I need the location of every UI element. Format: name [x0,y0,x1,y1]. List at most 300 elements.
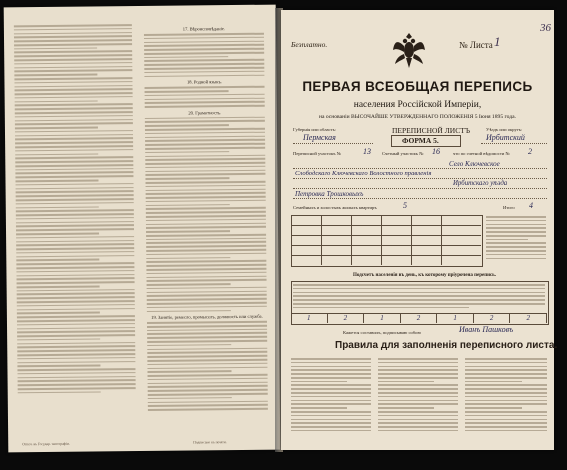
text-line [378,392,458,394]
text-line [14,32,132,35]
text-line [291,358,371,360]
text-line [14,51,132,54]
sheet-number-handwritten: 1 [494,34,501,49]
text-line [291,415,371,417]
imperial-eagle-icon [392,30,426,72]
text-line [291,392,371,394]
text-line [16,247,134,250]
text-line [17,357,135,360]
text-line [148,408,268,411]
text-line [17,277,135,280]
totals-cell: 1 [291,314,328,323]
text-line [145,166,265,169]
text-line [15,127,98,129]
text-line [17,334,135,337]
text-line [15,103,133,106]
text-line [148,389,268,392]
text-line [145,132,265,135]
grid-rule-4 [291,255,481,256]
left-text-column-1 [14,24,136,432]
text-line [147,310,231,312]
summary-hand: 5 [403,201,407,210]
text-line [147,340,267,343]
text-line [465,377,547,379]
text-line [486,250,546,252]
form-name: ФОРМА 5. [402,136,439,145]
text-line [144,56,228,58]
text-line [378,381,434,383]
text-line [14,81,132,84]
text-line [14,85,132,88]
address-row-1: Село Ключевское [449,160,500,168]
totals-cell: 2 [328,314,365,323]
text-line [17,289,135,292]
text-line [16,262,134,265]
grid-rule-1 [291,225,481,226]
text-line [146,184,266,187]
text-line [148,397,232,399]
text-line [16,251,134,254]
text-line [144,44,264,47]
text-line [291,366,371,368]
text-line [147,332,267,335]
totals-cell: 2 [474,314,511,323]
text-line [147,294,267,297]
text-line [16,274,134,277]
text-line [145,101,265,104]
text-line [147,298,267,301]
text-line [291,369,371,371]
text-line [378,366,458,368]
section-heading: 18. Родной языкъ. [186,79,222,85]
text-line [16,228,134,231]
text-line [465,381,522,383]
text-line [17,342,135,345]
text-line [291,381,347,383]
census-subtitle: населения Россійской Имперіи, [353,100,482,110]
archive-number: 36 [540,22,551,34]
text-line [146,271,266,274]
text-line [378,422,458,424]
text-line [486,231,546,233]
text-line [145,86,265,89]
text-line [17,345,135,348]
text-line [146,268,266,271]
text-line [14,74,97,76]
text-line [14,24,132,27]
text-line [146,192,266,195]
text-line [465,411,547,413]
text-line [144,33,264,36]
rules-column-1 [291,358,371,434]
text-line [145,90,229,92]
text-line [465,388,547,390]
text-line [16,259,99,261]
text-line [18,387,136,390]
text-line [465,407,522,409]
text-line [16,206,99,208]
text-line [15,115,133,118]
text-line [465,400,547,402]
text-line [148,385,268,388]
grid-col-4 [411,215,412,265]
text-line [146,245,266,248]
text-line [144,67,264,70]
text-line [291,430,371,432]
text-line [17,349,135,352]
text-line [147,283,231,285]
text-line [291,419,371,421]
text-line [18,376,136,379]
text-line [378,373,458,375]
text-line [145,116,265,119]
rules-heading: Правила для заполненія переписного листа. [335,340,558,351]
text-line [378,362,458,364]
text-line [293,288,545,290]
text-line [146,215,266,218]
text-line [486,239,528,241]
text-line [17,300,135,303]
address-line-3 [293,188,547,189]
text-line [145,143,265,146]
text-line [293,284,545,286]
text-line [17,312,100,314]
uezd-value: Ирбитский [486,133,525,142]
text-line [145,124,229,126]
left-instruction-page [4,5,281,453]
text-line [378,369,458,371]
text-line [16,217,134,220]
text-line [146,181,266,184]
text-line [15,92,133,95]
text-line [147,366,267,369]
text-line [15,111,133,114]
text-line [16,224,134,227]
text-line [145,105,265,108]
text-line [465,419,547,421]
side-notes-block [486,216,546,261]
left-footer-right: Подписано къ печати. [193,440,227,445]
text-line [15,138,133,141]
left-footer-left: Отпеч. въ Государ. типографіи. [22,441,70,447]
text-line [15,88,133,91]
census-title: ПЕРВАЯ ВСЕОБЩАЯ ПЕРЕПИСЬ [302,79,533,94]
text-line [15,168,133,171]
text-line [16,221,134,224]
text-line [145,135,265,138]
text-line [378,411,458,413]
text-line [15,160,133,163]
text-line [14,47,97,49]
text-line [17,293,135,296]
guberniya-line [293,143,373,144]
text-line [148,404,268,407]
text-line [145,120,265,123]
text-line [486,220,546,222]
text-line [16,194,134,197]
totals-cell: 1 [437,314,474,323]
text-line [144,48,264,51]
text-line [291,396,371,398]
text-line [145,151,229,153]
text-line [146,207,266,210]
uezd-label: Уѣздъ или округъ: [486,127,523,132]
text-line [15,156,133,159]
counting-sheet-value: 2 [528,147,532,156]
text-line [291,407,347,409]
text-line [147,321,267,324]
text-line [486,254,546,256]
text-line [144,52,264,55]
text-line [293,295,545,297]
text-line [148,381,268,384]
sheet-number-label: № Листа [459,40,493,50]
totals-cell: 2 [510,314,547,323]
text-line [293,299,545,301]
section-heading: 19. Занятіе, ремесло, промыселъ, должность или служба. [151,313,263,321]
text-line [465,422,547,424]
text-line [146,237,266,240]
text-line [15,100,98,102]
text-line [378,415,458,417]
summary-after-label: Итого [503,205,515,210]
text-line [147,347,267,350]
text-line [465,366,547,368]
text-line [15,172,133,175]
text-line [145,169,265,172]
address-line-2 [293,178,547,179]
text-line [147,279,267,282]
text-line [465,426,547,428]
text-line [16,255,134,258]
text-line [16,213,134,216]
text-line [148,400,268,403]
text-line [486,227,546,229]
text-line [16,209,134,212]
text-line [144,36,264,39]
text-line [147,328,267,331]
text-line [145,154,265,157]
text-line [17,296,135,299]
summary-after-value: 4 [529,201,533,210]
text-line [14,39,132,42]
section-heading: 17. Вѣроисповѣданіе. [182,26,226,32]
grid-col-3 [381,215,382,265]
text-line [147,355,267,358]
text-line [144,63,264,66]
text-line [146,249,266,252]
text-line [18,383,136,386]
text-line [148,393,268,396]
text-line [16,236,134,239]
grid-col-2 [351,215,352,265]
text-line [16,187,134,190]
text-line [16,266,134,269]
totals-cell: 1 [364,314,401,323]
text-line [146,218,266,221]
text-line [291,388,371,390]
text-line [147,325,267,328]
text-line [17,361,135,364]
district-label: Переписной участокъ № [293,151,342,156]
text-line [378,384,458,386]
text-line [378,377,458,379]
text-line [465,403,547,405]
section-heading: 20. Грамотность. [188,109,222,116]
summary-label: Семейныхъ и холостыхъ жилыхъ квартиръ [293,205,377,210]
household-grid-table [291,215,483,267]
text-line [18,380,136,383]
counting-value: 16 [432,147,440,156]
text-line [148,374,268,377]
text-line [146,234,266,237]
text-line [465,369,547,371]
text-line [145,97,265,100]
text-line [144,59,264,62]
text-line [15,96,133,99]
text-line [145,158,265,161]
text-line [145,177,229,179]
rules-column-2 [378,358,458,434]
text-line [146,204,230,206]
text-line [16,240,134,243]
text-line [146,260,266,263]
text-line [146,188,266,191]
text-line [14,43,132,46]
text-line [378,388,458,390]
text-line [486,224,546,226]
text-line [147,305,267,308]
text-line [146,253,266,256]
address-line-4 [293,198,547,199]
text-line [17,315,135,318]
text-line [147,336,267,339]
guberniya-value: Пермская [303,133,336,142]
text-line [16,243,134,246]
text-line [291,426,371,428]
text-line [291,384,371,386]
text-line [14,35,132,38]
text-line [15,107,133,110]
text-line [16,198,134,201]
text-line [145,173,265,176]
text-line [378,419,458,421]
text-line [17,365,100,367]
text-line [17,327,135,330]
text-line [378,403,458,405]
text-line [18,391,101,393]
text-line [14,58,132,61]
address-row-2: Слободскаго Ключевскаго Волостного правленія [295,170,432,177]
form-heading: ПЕРЕПИСНОЙ ЛИСТЪ [392,126,471,135]
text-line [465,384,547,386]
text-line [465,396,547,398]
text-line [465,373,547,375]
counting-sheet-label: что по счетной вѣдомости № [453,151,510,156]
text-line [146,211,266,214]
text-line [146,264,266,267]
district-value: 13 [363,147,371,156]
text-line [15,179,98,181]
text-line [17,368,135,371]
grid-rule-2 [291,235,481,236]
text-line [148,378,268,381]
text-line [486,235,546,237]
text-line [16,232,99,234]
text-line [378,396,458,398]
text-line [17,353,135,356]
address-row-3: Ирбитскаго уѣзда [453,180,508,187]
text-line [291,373,371,375]
address-row-4: Петровка Трошковыхъ [295,190,364,198]
text-line [14,54,132,57]
totals-row [291,314,547,323]
totals-header-text [293,284,545,310]
text-line [486,216,546,218]
text-line [145,162,265,165]
free-label: Безплатно. [291,40,328,49]
text-line [291,422,371,424]
text-line [378,430,458,432]
text-line [14,77,132,80]
text-line [486,246,546,248]
text-line [291,362,371,364]
text-line [378,358,458,360]
grid-col-1 [321,215,322,265]
text-line [16,183,134,186]
text-line [144,74,264,77]
text-line [14,28,132,31]
text-line [378,400,458,402]
text-line [145,128,265,131]
text-line [16,270,134,273]
text-line [147,287,267,290]
text-line [15,130,133,133]
text-line [15,145,133,148]
uezd-line [481,143,547,144]
text-line [146,196,266,199]
text-line [15,119,133,122]
text-line [17,330,135,333]
text-line [15,149,133,152]
text-line [17,285,100,287]
text-line [147,359,267,362]
text-line [17,323,135,326]
text-line [291,411,371,413]
text-line [16,190,134,193]
text-line [147,351,267,354]
text-line [17,338,100,340]
text-line [17,319,135,322]
text-line [146,200,266,203]
text-line [18,372,136,375]
text-line [291,403,371,405]
left-text-column-2 [144,23,268,431]
text-line [147,362,267,365]
text-line [14,69,132,72]
text-line [465,415,547,417]
text-line [17,281,135,284]
text-line [465,392,547,394]
text-line [147,275,267,278]
text-line [465,358,547,360]
text-line [486,242,546,244]
text-line [144,40,264,43]
text-line [291,400,371,402]
grid-col-5 [441,215,442,265]
lives-label: Кажется составилъ, подписываю собою [343,330,421,335]
text-line [146,257,230,259]
